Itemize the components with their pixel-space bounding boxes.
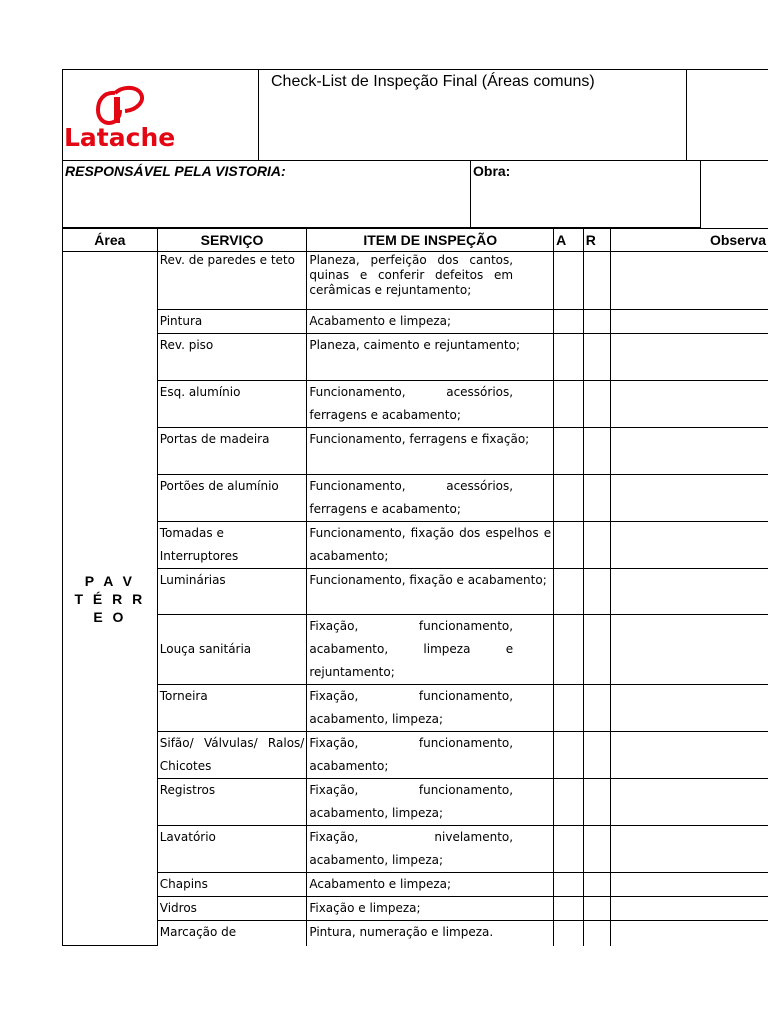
table-row: [63, 779, 768, 826]
obs-cell[interactable]: [610, 522, 768, 569]
item-cell: Funcionamento, fixação e acabamento;: [307, 569, 554, 615]
a-cell[interactable]: [554, 522, 584, 569]
title-cell: [258, 69, 688, 161]
obs-cell[interactable]: [610, 381, 768, 428]
servico-cell: Luminárias: [157, 569, 307, 615]
table-row: [63, 334, 768, 381]
servico-cell: Chapins: [157, 873, 307, 897]
item-cell: Fixação, funcionamento, acabamento;: [307, 732, 554, 779]
r-cell[interactable]: [583, 615, 610, 685]
area-cell: [63, 252, 158, 946]
servico-cell: Registros: [157, 779, 307, 826]
item-cell: Funcionamento, ferragens e fixação;: [307, 428, 554, 475]
servico-cell: Torneira: [157, 685, 307, 732]
a-cell[interactable]: [554, 310, 584, 334]
logo-text: Latache: [64, 123, 176, 152]
table-row: [63, 381, 768, 428]
table-header-row: [63, 229, 768, 252]
item-cell: Funcionamento, acessórios, ferragens e acabamento;: [307, 381, 554, 428]
item-cell: Planeza, caimento e rejuntamento;: [307, 334, 554, 381]
item-cell: Pintura, numeração e limpeza.: [307, 921, 554, 946]
item-cell: Planeza, perfeição dos cantos, quinas e conferir defeitos em cerâmicas e rejuntamento;: [307, 252, 554, 310]
obra-cell: [470, 160, 701, 228]
a-cell[interactable]: [554, 475, 584, 522]
obs-cell[interactable]: [610, 310, 768, 334]
a-cell[interactable]: [554, 569, 584, 615]
servico-cell: Louça sanitária: [157, 615, 307, 685]
r-cell[interactable]: [583, 897, 610, 921]
a-cell[interactable]: [554, 685, 584, 732]
table-row: [63, 310, 768, 334]
item-cell: Fixação, funcionamento, acabamento, limpeza;: [307, 685, 554, 732]
a-cell[interactable]: [554, 826, 584, 873]
r-cell[interactable]: [583, 732, 610, 779]
table-row: [63, 826, 768, 873]
a-cell[interactable]: [554, 428, 584, 475]
obs-cell[interactable]: [610, 779, 768, 826]
r-cell[interactable]: [583, 921, 610, 946]
obs-cell[interactable]: [610, 921, 768, 946]
item-cell: Fixação e limpeza;: [307, 897, 554, 921]
servico-cell: Lavatório: [157, 826, 307, 873]
servico-cell: Tomadas e Interruptores: [157, 522, 307, 569]
table-row: [63, 921, 768, 946]
servico-cell: Esq. alumínio: [157, 381, 307, 428]
obs-cell[interactable]: [610, 569, 768, 615]
item-cell: Acabamento e limpeza;: [307, 873, 554, 897]
servico-cell: Pintura: [157, 310, 307, 334]
obs-cell[interactable]: [610, 428, 768, 475]
col-header-observacoes: Observa: [610, 229, 768, 252]
table-row: [63, 873, 768, 897]
r-cell[interactable]: [583, 569, 610, 615]
r-cell[interactable]: [583, 475, 610, 522]
col-header-a: A: [554, 229, 584, 252]
logo-cell: [62, 69, 259, 161]
r-cell[interactable]: [583, 428, 610, 475]
r-cell[interactable]: [583, 685, 610, 732]
r-cell[interactable]: [583, 252, 610, 310]
obra-label: Obra:: [473, 163, 511, 179]
obs-cell[interactable]: [610, 252, 768, 310]
r-cell[interactable]: [583, 310, 610, 334]
table-row: [63, 615, 768, 685]
r-cell[interactable]: [583, 381, 610, 428]
servico-cell: Rev. de paredes e teto: [157, 252, 307, 310]
responsavel-cell: [62, 160, 472, 228]
item-cell: Fixação, funcionamento, acabamento, limpeza e rejuntamento;: [307, 615, 554, 685]
table-row: [63, 732, 768, 779]
r-cell[interactable]: [583, 779, 610, 826]
table-row: [63, 685, 768, 732]
item-cell: Funcionamento, acessórios, ferragens e acabamento;: [307, 475, 554, 522]
obs-cell[interactable]: [610, 897, 768, 921]
inspection-table: [62, 228, 768, 946]
servico-cell: Portas de madeira: [157, 428, 307, 475]
responsavel-label: RESPONSÁVEL PELA VISTORIA:: [65, 163, 286, 179]
obs-cell[interactable]: [610, 615, 768, 685]
servico-cell: Marcação de: [157, 921, 307, 946]
table-row: [63, 475, 768, 522]
col-header-servico: SERVIÇO: [157, 229, 307, 252]
item-cell: Funcionamento, fixação dos espelhos e acabamento;: [307, 522, 554, 569]
area-label-line2: T É R R E O: [74, 590, 146, 625]
servico-cell: Rev. piso: [157, 334, 307, 381]
area-label-line1: P A V: [84, 572, 136, 589]
a-cell[interactable]: [554, 921, 584, 946]
logo-mark-icon: [98, 88, 142, 123]
r-cell[interactable]: [583, 873, 610, 897]
obs-cell[interactable]: [610, 685, 768, 732]
obs-cell[interactable]: [610, 475, 768, 522]
a-cell[interactable]: [554, 873, 584, 897]
table-row: [63, 428, 768, 475]
servico-cell: Portões de alumínio: [157, 475, 307, 522]
a-cell[interactable]: [554, 732, 584, 779]
a-cell[interactable]: [554, 252, 584, 310]
obs-cell[interactable]: [610, 826, 768, 873]
item-cell: Acabamento e limpeza;: [307, 310, 554, 334]
table-row: [63, 252, 768, 310]
r-cell[interactable]: [583, 334, 610, 381]
r-cell[interactable]: [583, 826, 610, 873]
item-cell: Fixação, funcionamento, acabamento, limpeza;: [307, 779, 554, 826]
col-header-area: Área: [63, 229, 158, 252]
col-header-r: R: [583, 229, 610, 252]
item-cell: Fixação, nivelamento, acabamento, limpeza;: [307, 826, 554, 873]
table-row: [63, 569, 768, 615]
a-cell[interactable]: [554, 897, 584, 921]
obs-cell[interactable]: [610, 334, 768, 381]
table-row: [63, 522, 768, 569]
page-title: Check-List de Inspeção Final (Áreas comuns): [271, 73, 595, 90]
title-extra-cell: [686, 69, 768, 161]
a-cell[interactable]: [554, 334, 584, 381]
a-cell[interactable]: [554, 779, 584, 826]
table-row: [63, 897, 768, 921]
r-cell[interactable]: [583, 522, 610, 569]
servico-cell: Vidros: [157, 897, 307, 921]
a-cell[interactable]: [554, 381, 584, 428]
col-header-item: ITEM DE INSPEÇÃO: [307, 229, 554, 252]
latache-logo: [63, 70, 260, 162]
a-cell[interactable]: [554, 615, 584, 685]
obs-cell[interactable]: [610, 873, 768, 897]
obs-cell[interactable]: [610, 732, 768, 779]
servico-cell: Sifão/ Válvulas/ Ralos/ Chicotes: [157, 732, 307, 779]
